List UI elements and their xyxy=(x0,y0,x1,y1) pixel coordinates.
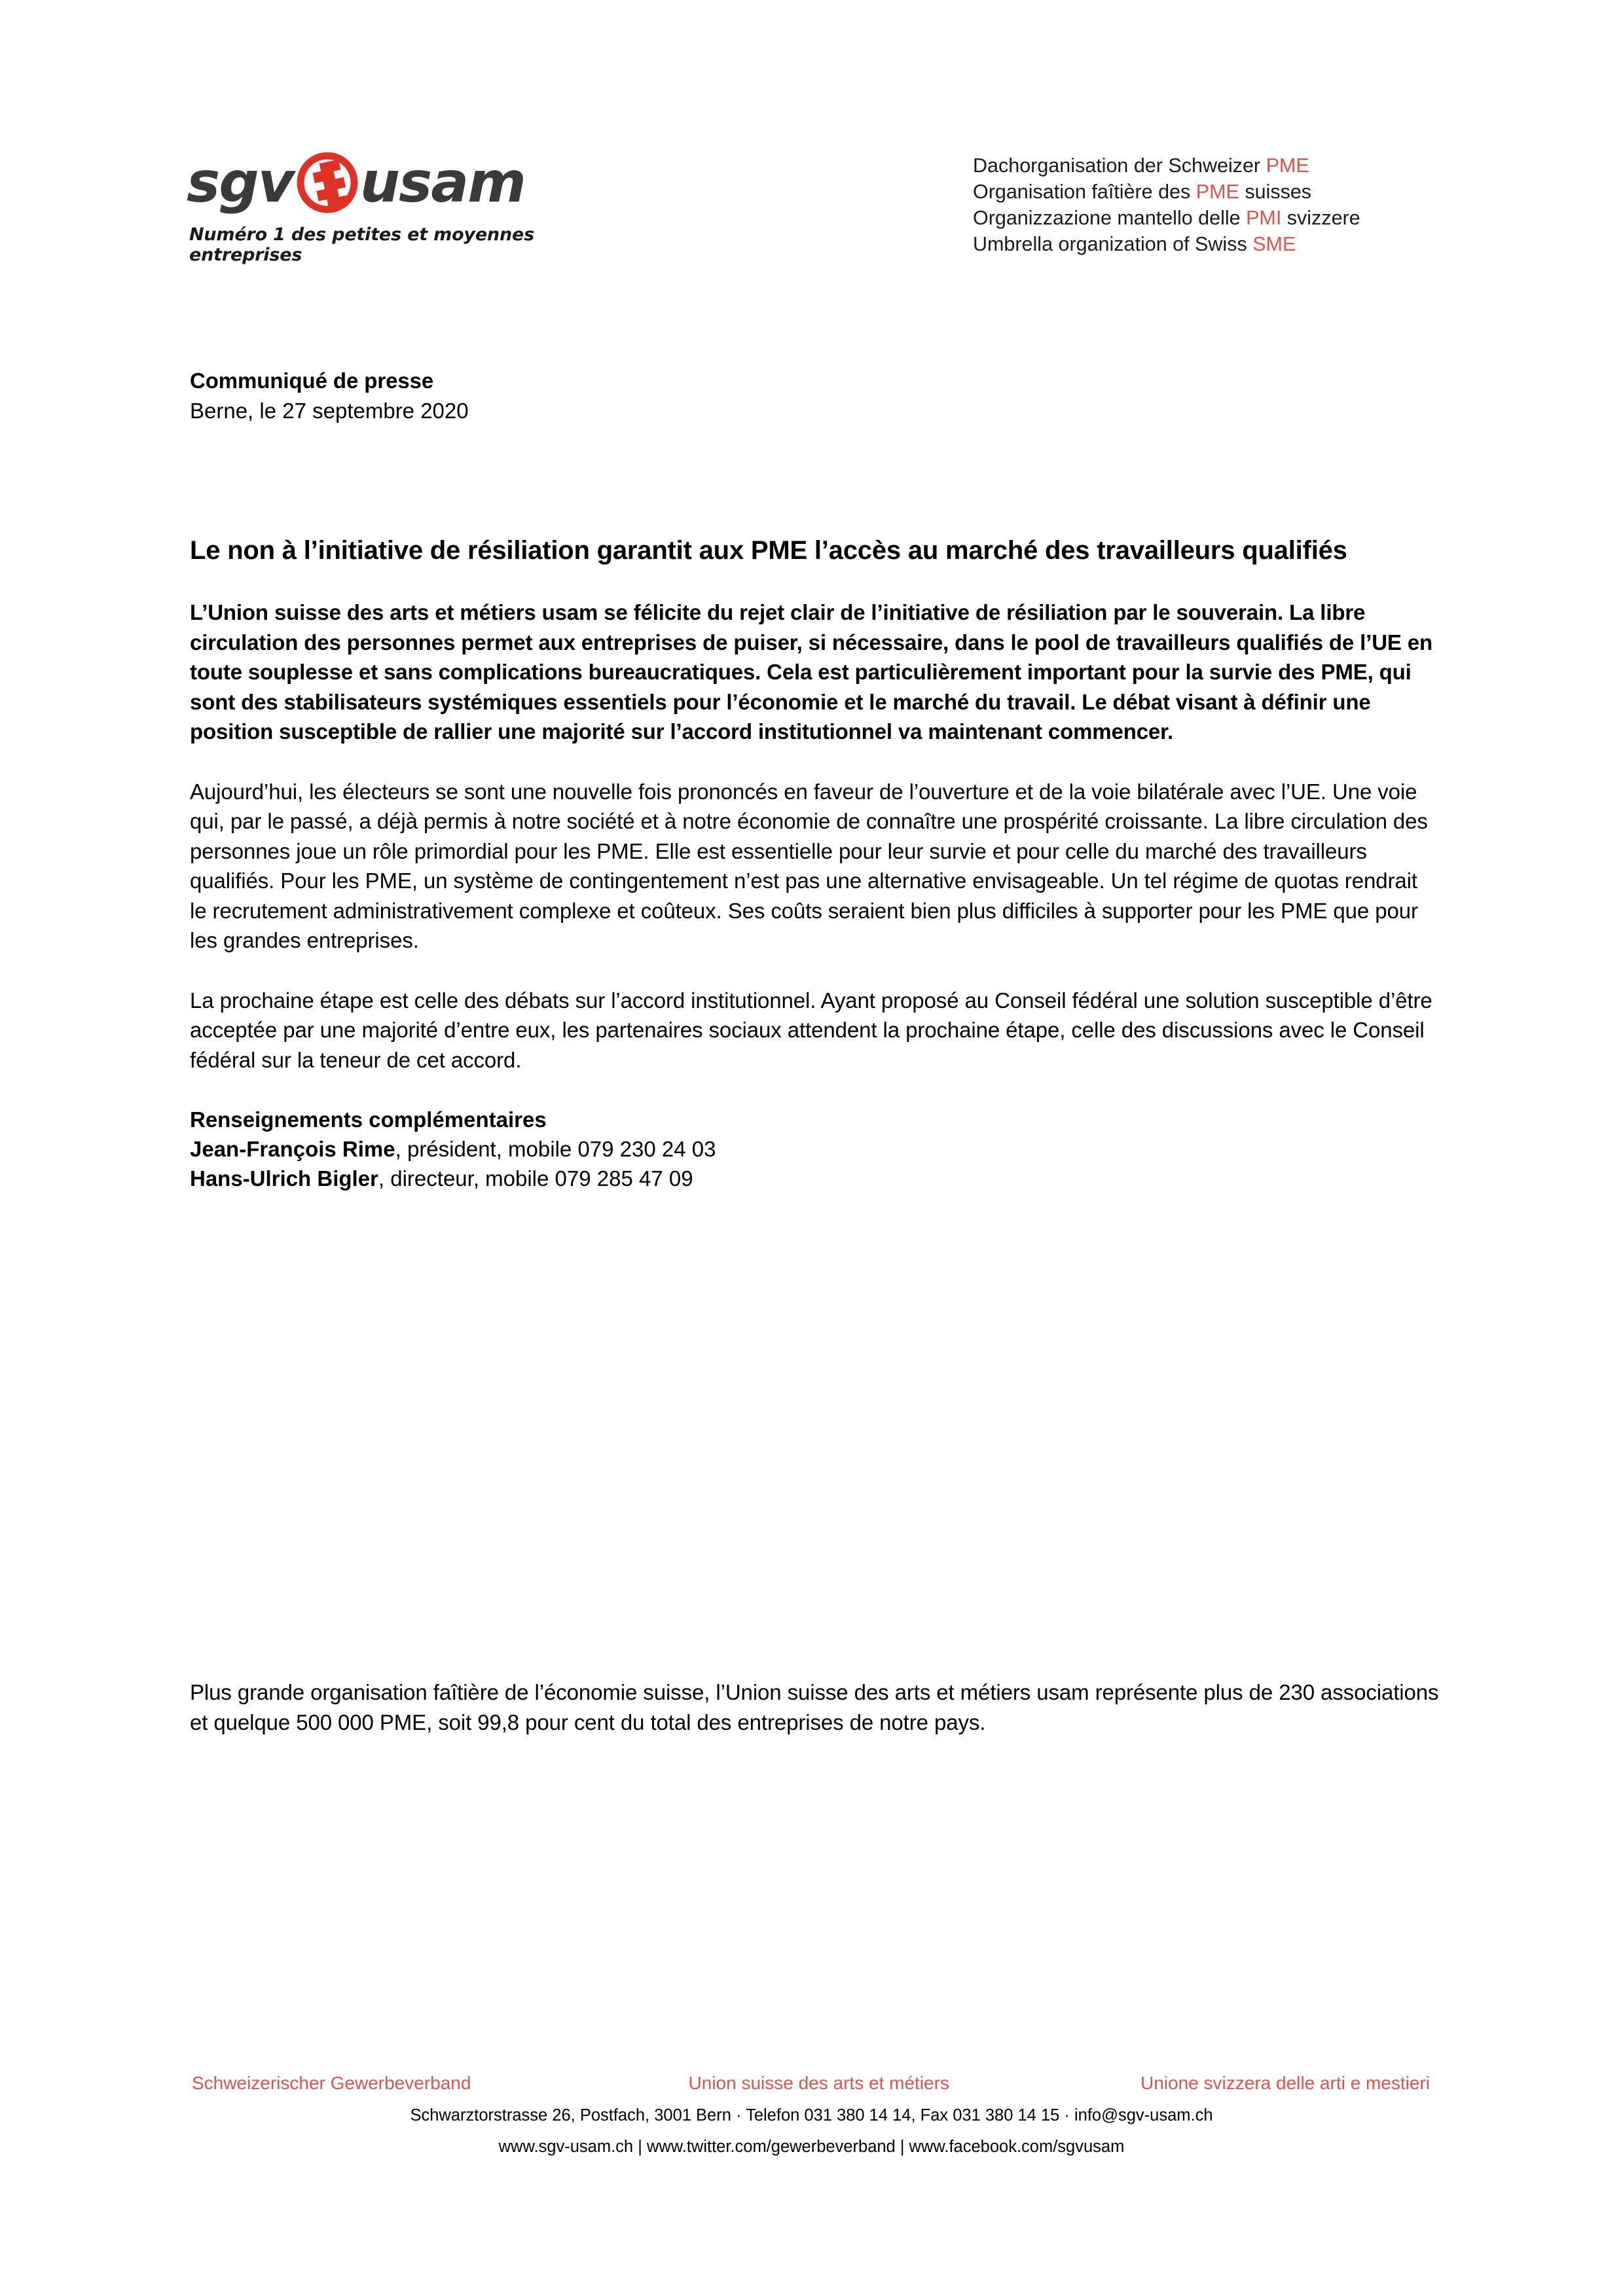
usam-emblem-icon xyxy=(291,148,364,217)
tagline-it xyxy=(973,205,1431,231)
logo-word-sgv: sgv xyxy=(187,150,293,215)
organization-taglines xyxy=(973,152,1431,257)
logo-wordmark-row xyxy=(187,147,606,218)
tagline-en-accent: SME xyxy=(1252,233,1296,255)
contact-name: Jean-François Rime xyxy=(190,1137,395,1161)
contact-details: , directeur, mobile 079 285 47 09 xyxy=(378,1166,693,1191)
tagline-it-after: svizzere xyxy=(1281,207,1360,229)
body-paragraph-1: Aujourd’hui, les électeurs se sont une nouvelle fois prononcés en faveur de l’ouverture et de la voie bilatérale avec l’UE. Une voie qui, par le passé, a déjà permis à notre société et à notre économie de connaître une prospérité croissante. La libre circulation des personnes joue un rôle primordial pour les PME. Elle est essentielle pour leur survie et pour celle du marché des travailleurs qualifiés. Pour les PME, un système de contingentement n’est pas une alternative envisageable. Un tel régime de quotas rendrait le recrutement administrativement complexe et coûteux. Ses coûts seraient bien plus difficiles à supporter pour les PME que pour les grandes entreprises. xyxy=(190,779,1428,952)
tagline-de-accent: PME xyxy=(1266,154,1309,177)
logo-tagline: Numéro 1 des petites et moyennes entreprises xyxy=(189,224,534,265)
tagline-en-before: Umbrella organization of Swiss xyxy=(973,233,1253,255)
usam-logo xyxy=(187,147,606,265)
logo-word-usam: usam xyxy=(359,150,525,215)
tagline-en xyxy=(973,231,1431,257)
footer-web-line[interactable]: www.sgv-usam.ch | www.twitter.com/gewerbeverband | www.facebook.com/sgvusam xyxy=(498,2138,1125,2156)
contact-row xyxy=(190,1134,1437,1164)
dateline: Berne, le 27 septembre 2020 xyxy=(190,399,469,423)
tagline-de xyxy=(973,152,1431,179)
tagline-fr-after: suisses xyxy=(1239,181,1312,203)
document-footer xyxy=(187,2071,1436,2159)
contact-row xyxy=(190,1164,1437,1193)
boilerplate-paragraph: Plus grande organisation faîtière de l’économie suisse, l’Union suisse des arts et métiers usam représente plus de 230 associations et quelque 500 000 PME, soit 99,8 pour cent du total des entreprises de notre pays. xyxy=(190,1680,1439,1734)
footer-organization-names xyxy=(187,2071,1436,2096)
page-title: Le non à l’initiative de résiliation garantit aux PME l’accès au marché des travailleurs qualifiés xyxy=(190,536,1347,565)
body-paragraph-2: La prochaine étape est celle des débats sur l’accord institutionnel. Ayant proposé au Conseil fédéral une solution susceptible d’être acceptée par une majorité d’entre eux, les partenaires sociaux attendent la prochaine étape, celle des discussions avec le Conseil fédéral sur la teneur de cet accord. xyxy=(190,988,1432,1072)
tagline-fr xyxy=(973,179,1431,205)
footer-org-it: Unione svizzera delle arti e mestieri xyxy=(1140,2073,1430,2093)
tagline-it-accent: PMI xyxy=(1246,207,1282,229)
footer-org-fr: Union suisse des arts et métiers xyxy=(688,2073,949,2093)
tagline-fr-before: Organisation faîtière des xyxy=(973,181,1196,203)
contacts-heading: Renseignements complémentaires xyxy=(190,1107,547,1132)
tagline-it-before: Organizzazione mantello delle xyxy=(973,207,1247,229)
document-kind: Communiqué de presse xyxy=(190,368,434,393)
tagline-de-before: Dachorganisation der Schweizer xyxy=(973,154,1266,177)
lead-paragraph: L’Union suisse des arts et métiers usam se félicite du rejet clair de l’initiative de résiliation par le souverain. La libre circulation des personnes permet aux entreprises de puiser, si nécessaire, dans le pool de travailleurs qualifiés de l’UE en toute souplesse et sans complications bureaucratiques. Cela est particulièrement important pour la survie des PME, qui sont des stabilisateurs systémiques essentiels pour l’économie et le marché du travail. Le débat visant à définir une position susceptible de rallier une majorité sur l’accord institutionnel va maintenant commencer. xyxy=(190,600,1432,744)
contact-details: , président, mobile 079 230 24 03 xyxy=(395,1137,716,1161)
document-header xyxy=(187,147,1436,278)
document-body xyxy=(190,367,1437,1193)
contact-name: Hans-Ulrich Bigler xyxy=(190,1166,378,1191)
tagline-fr-accent: PME xyxy=(1195,181,1239,203)
footer-org-de: Schweizerischer Gewerbeverband xyxy=(192,2073,471,2093)
footer-address-line: Schwarztorstrasse 26, Postfach, 3001 Bern · Telefon 031 380 14 14, Fax 031 380 14 15 · info@sgv-usam.ch xyxy=(410,2106,1213,2125)
